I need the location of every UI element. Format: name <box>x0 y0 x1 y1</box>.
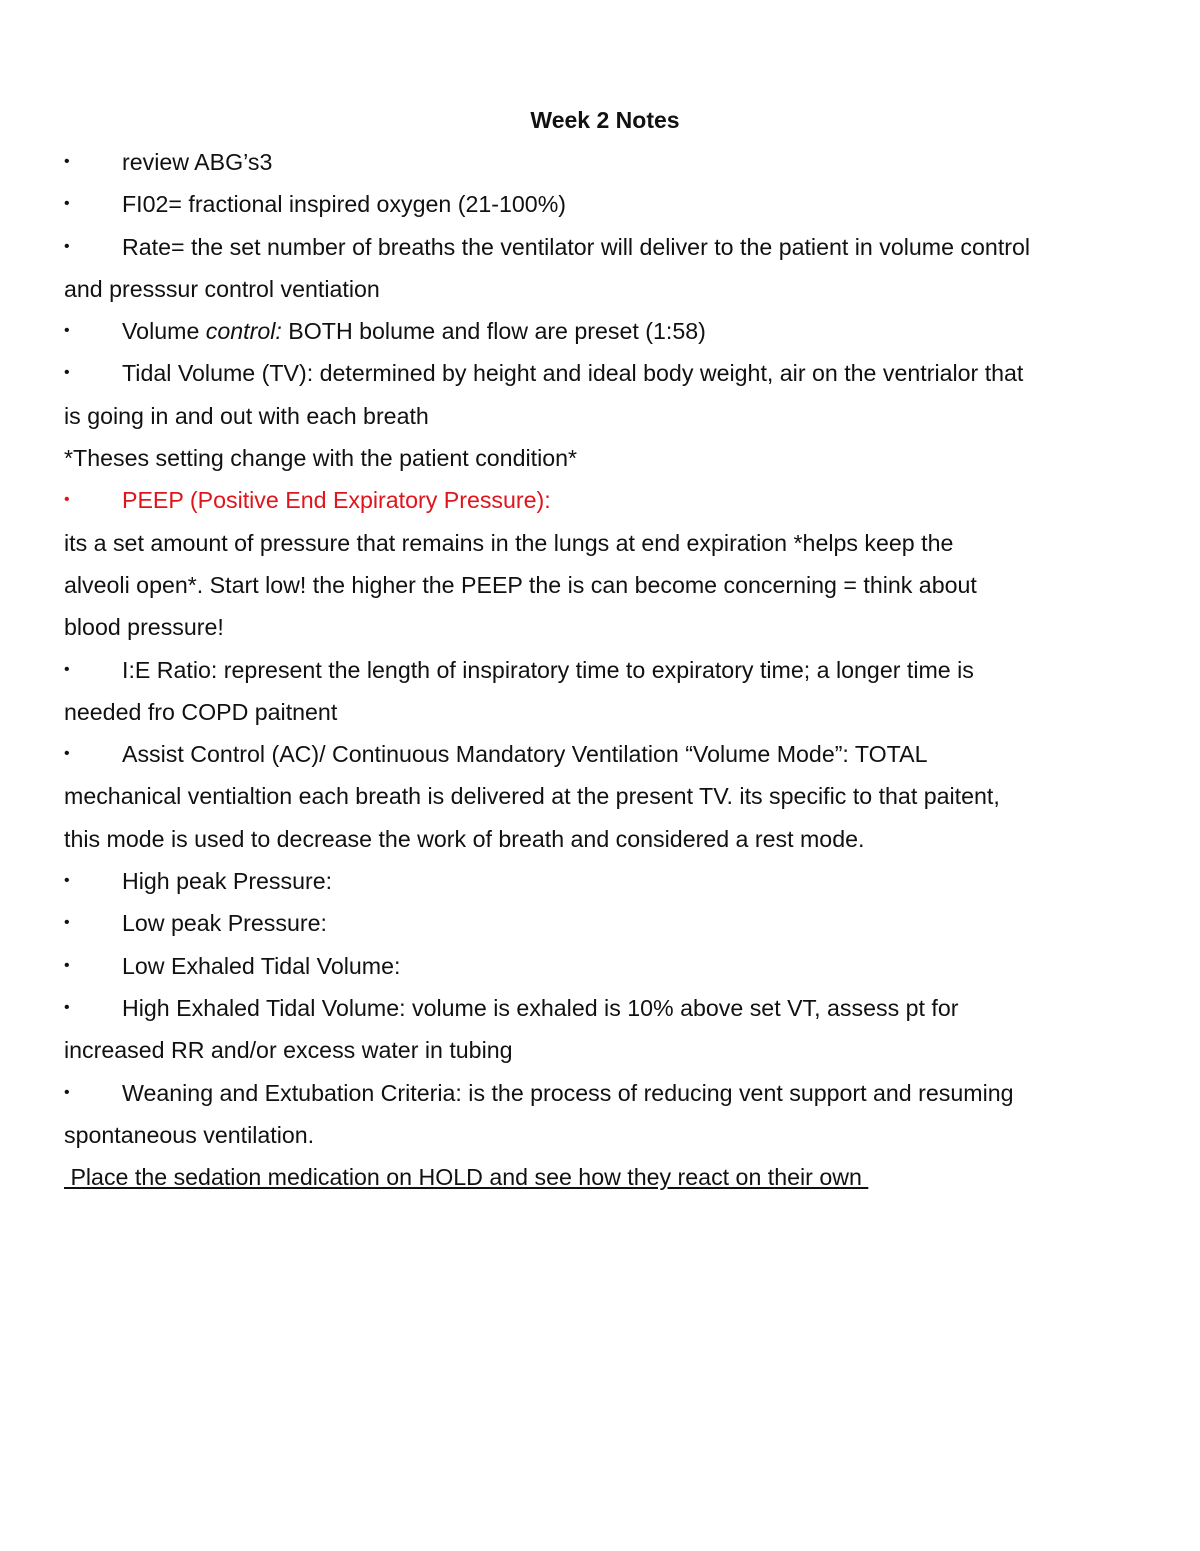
line-text: increased RR and/or excess water in tubing <box>64 1037 513 1064</box>
line-text: PEEP (Positive End Expiratory Pressure): <box>122 487 551 514</box>
line-text: BOTH bolume and flow are preset (1:58) <box>281 318 706 345</box>
line-text: *Theses setting change with the patient condition* <box>64 445 578 472</box>
underlined-note <box>64 1156 1154 1198</box>
line-text: Tidal Volume (TV): determined by height and ideal body weight, air on the ventrialor that <box>122 360 1024 387</box>
line-text: Weaning and Extubation Criteria: is the process of reducing vent support and resuming <box>122 1079 1014 1106</box>
line-text: Assist Control (AC)/ Continuous Mandatory Ventilation “Volume Mode”: TOTAL <box>122 741 928 768</box>
line-text: needed fro COPD paitnent <box>64 698 338 725</box>
line-text: Low Exhaled Tidal Volume: <box>122 952 401 979</box>
line-text: Volume <box>122 318 206 345</box>
line-text: mechanical ventialtion each breath is delivered at the present TV. its specific to that paitent, <box>64 783 1000 810</box>
bullet-icon: • <box>64 1083 70 1101</box>
list-item <box>64 987 1154 1029</box>
continuation-line <box>64 775 1154 817</box>
list-item <box>64 310 1154 352</box>
list-item-highlighted <box>64 479 1154 521</box>
italic-text: control: <box>205 318 282 345</box>
bullet-icon: • <box>64 660 70 678</box>
bullet-icon: • <box>64 872 70 890</box>
line-text: Rate= the set number of breaths the ventilator will deliver to the patient in volume control <box>122 233 1031 260</box>
list-item <box>64 141 1154 183</box>
line-text: its a set amount of pressure that remains in the lungs at end expiration *helps keep the <box>64 529 954 556</box>
bullet-icon: • <box>64 745 70 763</box>
line-text: spontaneous ventilation. <box>64 1121 315 1148</box>
continuation-line <box>64 1114 1154 1156</box>
notes-body <box>64 141 1154 1198</box>
list-item <box>64 945 1154 987</box>
list-item <box>64 183 1154 225</box>
continuation-line <box>64 606 1154 648</box>
line-text: review ABG’s3 <box>122 149 273 175</box>
bullet-icon: • <box>64 153 70 170</box>
bullet-icon: • <box>64 322 70 340</box>
list-item <box>64 649 1154 691</box>
list-item <box>64 352 1154 394</box>
line-text: FI02= fractional inspired oxygen (21-100%) <box>122 191 567 218</box>
list-item <box>64 733 1154 775</box>
line-text: Low peak Pressure: <box>122 910 327 937</box>
line-text: High peak Pressure: <box>122 868 333 895</box>
bullet-icon: • <box>64 998 70 1016</box>
continuation-line <box>64 522 1154 564</box>
line-text: this mode is used to decrease the work of breath and considered a rest mode. <box>64 825 865 852</box>
line-text: is going in and out with each breath <box>64 402 429 429</box>
bullet-icon: • <box>64 956 70 974</box>
list-item <box>64 902 1154 944</box>
list-item <box>64 1072 1154 1114</box>
list-item <box>64 860 1154 902</box>
note-line <box>64 437 1154 479</box>
line-text: Place the sedation medication on HOLD and see how they react on their own <box>64 1164 869 1191</box>
continuation-line <box>64 691 1154 733</box>
line-text: High Exhaled Tidal Volume: volume is exhaled is 10% above set VT, assess pt for <box>122 994 959 1021</box>
continuation-line <box>64 564 1154 606</box>
line-text: blood pressure! <box>64 614 224 641</box>
bullet-icon: • <box>64 364 70 382</box>
bullet-icon: • <box>64 914 70 932</box>
continuation-line <box>64 395 1154 437</box>
line-text: alveoli open*. Start low! the higher the PEEP the is can become concerning = think about <box>64 571 977 598</box>
bullet-icon: • <box>64 195 70 213</box>
line-text: I:E Ratio: represent the length of inspiratory time to expiratory time; a longer time is <box>122 656 974 683</box>
continuation-line <box>64 818 1154 860</box>
page-title: Week 2 Notes <box>530 107 680 133</box>
list-item <box>64 226 1154 268</box>
bullet-icon: • <box>64 237 70 255</box>
continuation-line <box>64 268 1154 310</box>
bullet-icon: • <box>64 491 70 509</box>
line-text: and presssur control ventiation <box>64 275 380 302</box>
continuation-line <box>64 1029 1154 1071</box>
